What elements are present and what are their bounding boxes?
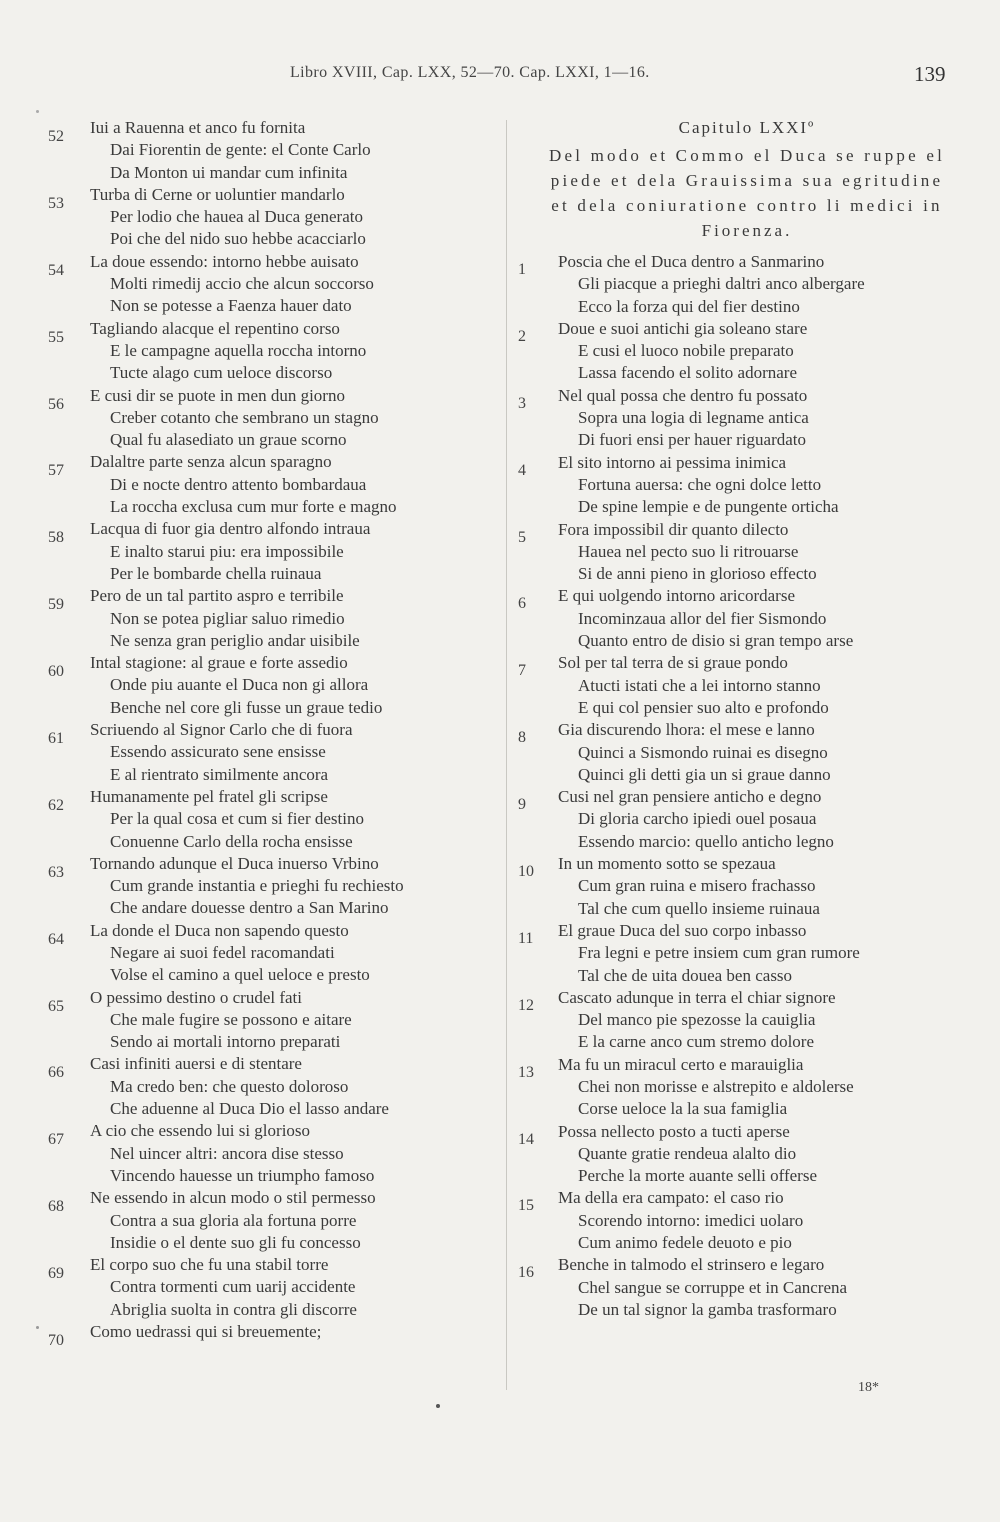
stanza <box>48 117 498 184</box>
stanza <box>48 585 498 652</box>
verse-line: Cusi nel gran pensiere anticho e degno <box>558 787 822 807</box>
verse-line: Che andare douesse dentro a San Marino <box>110 898 389 918</box>
verse-line: Di e nocte dentro attento bombardaua <box>110 474 367 494</box>
stanza-number: 16 <box>518 1264 534 1282</box>
verse-line: Tal che de uita douea ben casso <box>578 965 793 985</box>
stanza-number: 57 <box>48 462 64 480</box>
verse-line: Atucti istati che a lei intorno stanno <box>578 675 821 695</box>
stanza <box>48 1254 498 1321</box>
stanza <box>48 652 498 719</box>
page-number: 139 <box>914 62 946 86</box>
verse-line: Cum gran ruina e misero frachasso <box>578 876 816 896</box>
stanza <box>512 1121 982 1188</box>
verse-line: Doue e suoi antichi gia soleano stare <box>558 318 808 338</box>
verse-line: Nel uincer altri: ancora dise stesso <box>110 1143 344 1163</box>
verse-line: Sendo ai mortali intorno preparati <box>110 1032 341 1052</box>
verse-line: Tagliando alacque el repentino corso <box>90 318 340 338</box>
verse-line: Da Monton ui mandar cum infinita <box>110 162 348 182</box>
verse-line: Como uedrassi qui si breuemente; <box>90 1322 322 1342</box>
stanza <box>512 1054 982 1121</box>
stanza <box>48 184 498 251</box>
verse-line: Gia discurendo lhora: el mese e lanno <box>558 720 815 740</box>
stanza <box>48 1187 498 1254</box>
stanza-number: 1 <box>518 261 526 278</box>
stanza-number: 64 <box>48 930 64 948</box>
stanza <box>512 786 982 853</box>
stanza <box>48 451 498 518</box>
verse-line: Poscia che el Duca dentro a Sanmarino <box>558 252 825 271</box>
verse-line: E cusi dir se puote in men dun giorno <box>90 385 345 405</box>
verse-line: Gli piacque a prieghi daltri anco albergare <box>578 274 865 294</box>
verse-line: E qui uolgendo intorno aricordarse <box>558 586 795 606</box>
verse-line: Qual fu alasediato un graue scorno <box>110 430 347 450</box>
verse-line: Fortuna auersa: che ogni dolce letto <box>578 474 822 494</box>
column-divider <box>506 120 507 1390</box>
verse-line: Perche la morte auante selli offerse <box>578 1166 817 1186</box>
verse-line: Di fuori ensi per hauer riguardato <box>578 430 806 450</box>
stanza-number: 67 <box>48 1131 64 1149</box>
stanza <box>48 251 498 318</box>
verse-line: Hauea nel pecto suo li ritrouarse <box>578 541 799 561</box>
verse-line: Dalaltre parte senza alcun sparagno <box>90 452 332 472</box>
stanza <box>48 719 498 786</box>
verse-line: Per la qual cosa et cum si fier destino <box>110 809 364 829</box>
stanza <box>512 652 982 719</box>
stanza-number: 11 <box>518 929 534 947</box>
stanza <box>512 318 982 385</box>
verse-line: Contra a sua gloria ala fortuna porre <box>110 1210 357 1230</box>
verse-line: Chel sangue se corruppe et in Cancrena <box>578 1277 848 1297</box>
verse-line: Onde piu auante el Duca non gi allora <box>110 675 369 695</box>
signature-mark: 18* <box>858 1380 879 1395</box>
verse-line: Intal stagione: al graue e forte assedio <box>90 653 348 673</box>
stanza <box>512 452 982 519</box>
verse-line: Non se potea pigliar saluo rimedio <box>110 608 345 628</box>
verse-line: Quanto entro de disio si gran tempo arse <box>578 631 854 651</box>
verse-line: Contra tormenti cum uarij accidente <box>110 1277 356 1297</box>
verse-line: El corpo suo che fu una stabil torre <box>90 1255 329 1275</box>
verse-line: De un tal signor la gamba trasformaro <box>578 1299 837 1319</box>
stanza <box>512 719 982 786</box>
stanza-number: 5 <box>518 528 526 546</box>
verse-line: Essendo marcio: quello anticho legno <box>578 831 834 851</box>
verse-line: Che male fugire se possono e aitare <box>110 1009 352 1029</box>
verse-line: Di gloria carcho ipiedi ouel posaua <box>578 809 817 829</box>
stanza <box>48 1053 498 1120</box>
verse-line: Tal che cum quello insieme ruinaua <box>578 898 820 918</box>
verse-line: Benche nel core gli fusse un graue tedio <box>110 697 383 717</box>
verse-line: Humanamente pel fratel gli scripse <box>90 786 328 806</box>
verse-line: Ma credo ben: che questo doloroso <box>110 1076 349 1096</box>
stanza-number: 63 <box>48 863 64 881</box>
left-column <box>48 117 498 1350</box>
chapter-subtitle-line: Del modo et Commo el Duca se ruppe el <box>549 146 945 165</box>
stanza <box>48 987 498 1054</box>
print-speck <box>36 110 39 113</box>
chapter-subtitle-line: piede et dela Grauissima sua egritudine <box>550 171 944 190</box>
chapter-subtitle <box>512 143 982 243</box>
stanza <box>48 385 498 452</box>
verse-line: Negare ai suoi fedel racomandati <box>110 942 335 962</box>
stanza-number: 60 <box>48 663 64 681</box>
verse-line: Insidie o el dente suo gli fu concesso <box>110 1232 361 1252</box>
verse-line: Che aduenne al Duca Dio el lasso andare <box>110 1099 389 1119</box>
verse-line: Ma fu un miracul certo e marauiglia <box>558 1054 804 1074</box>
verse-line: Poi che del nido suo hebbe acacciarlo <box>110 229 366 249</box>
verse-line: Tucte alago cum uelocе discorso <box>110 363 333 383</box>
stanza <box>512 853 982 920</box>
stanza-number: 70 <box>48 1332 64 1350</box>
stanza <box>48 853 498 920</box>
verse-line: Del manco pie spezosse la cauiglia <box>578 1010 816 1030</box>
stanza-number: 13 <box>518 1063 534 1081</box>
verse-line: Dai Fiorentin de gente: el Conte Carlo <box>110 140 371 160</box>
verse-line: A cio che essendo lui si glorioso <box>90 1121 311 1141</box>
stanza-number: 15 <box>518 1197 534 1215</box>
stanza <box>48 920 498 987</box>
stanza-number: 58 <box>48 529 64 547</box>
verse-line: Incominzaua allor del fier Sismondo <box>578 608 827 628</box>
verse-line: El graue Duca del suo corpo inbasso <box>558 920 807 940</box>
stanza-number: 12 <box>518 996 534 1014</box>
verse-line: La doue essendo: intorno hebbe auisato <box>90 251 359 271</box>
chapter-title: Capitulo LXXIº <box>678 118 816 137</box>
verse-line: E la carne anco cum stremo dolore <box>578 1032 815 1052</box>
stanza <box>512 251 982 318</box>
verse-line: La roccha exclusa cum mur forte e magno <box>110 497 397 517</box>
verse-line: Pero de un tal partito aspro e terribile <box>90 586 344 606</box>
stanza <box>48 1321 498 1350</box>
verse-line: Sol per tal terra de si graue pondo <box>558 653 788 673</box>
stanza-number: 56 <box>48 395 64 413</box>
verse-line: Quinci gli detti gia un si graue danno <box>578 764 831 784</box>
verse-line: Ecco la forza qui del fier destino <box>578 296 800 316</box>
verse-line: Ma della era campato: el caso rio <box>558 1188 784 1208</box>
verse-line: Vincendo hauesse un triumpho famoso <box>110 1165 375 1185</box>
verse-line: El sito intorno ai pessima inimica <box>558 452 787 472</box>
verse-line: Benche in talmodo el strinsero e legaro <box>558 1255 825 1275</box>
stanza <box>512 920 982 987</box>
verse-line: E qui col pensier suo alto e profondo <box>578 697 829 717</box>
chapter-subtitle-line: Fiorenza. <box>701 221 793 240</box>
stanza-number: 66 <box>48 1064 64 1082</box>
stanza-number: 2 <box>518 327 526 345</box>
running-header: Libro XVIII, Cap. LXX, 52—70. Cap. LXXI, 1—16. <box>290 64 650 81</box>
stanza-number: 4 <box>518 461 526 479</box>
stanza-number: 52 <box>48 128 64 145</box>
verse-line: Quante gratie rendeua alalto dio <box>578 1143 797 1163</box>
verse-line: Per le bombarde chella ruinaua <box>110 563 322 583</box>
stanza-number: 61 <box>48 730 64 748</box>
stanza-number: 68 <box>48 1198 64 1216</box>
verse-line: Cascato adunque in terra el chiar signore <box>558 987 836 1007</box>
stanza <box>48 318 498 385</box>
right-column <box>512 117 982 1321</box>
stanza-number: 69 <box>48 1265 64 1283</box>
verse-line: Fora impossibil dir quanto dilecto <box>558 519 789 539</box>
verse-line: O pessimo destino o crudel fati <box>90 987 302 1007</box>
stanza <box>512 585 982 652</box>
stanza <box>48 786 498 853</box>
stanza <box>512 1254 982 1321</box>
verse-line: Casi infiniti auersi e di stentare <box>90 1054 302 1074</box>
verse-line: Scriuendo al Signor Carlo che di fuora <box>90 720 353 740</box>
stanza-number: 65 <box>48 997 64 1015</box>
verse-line: Chei non morisse e alstrepito e aldolerse <box>578 1076 854 1096</box>
print-speck <box>36 1326 39 1329</box>
verse-line: In un momento sotto se spezaua <box>558 854 776 874</box>
stanza <box>48 518 498 585</box>
verse-line: Si de anni pieno in glorioso effecto <box>578 564 817 584</box>
verse-line: E inalto starui piu: era impossibile <box>110 541 344 561</box>
stanza-number: 6 <box>518 595 526 613</box>
stanza-number: 7 <box>518 662 526 680</box>
stanza-number: 14 <box>518 1130 534 1148</box>
verse-line: Creber cotanto che sembrano un stagno <box>110 407 379 427</box>
verse-line: Ne senza gran periglio andar uisibile <box>110 630 360 650</box>
verse-line: Essendo assicurato sene ensisse <box>110 742 326 762</box>
stanza <box>512 385 982 452</box>
print-speck <box>436 1404 440 1408</box>
stanza <box>48 1120 498 1187</box>
verse-line: Abriglia suolta in contra gli discorre <box>110 1299 357 1319</box>
stanza-number: 8 <box>518 729 526 747</box>
verse-line: Possa nellecto posto a tucti aperse <box>558 1121 790 1141</box>
verse-line: Quinci a Sismondo ruinai es disegno <box>578 742 828 762</box>
stanza <box>512 519 982 586</box>
verse-line: Ne essendo in alcun modo o stil permesso <box>90 1188 376 1208</box>
stanza-number: 54 <box>48 261 64 279</box>
stanza-number: 9 <box>518 796 526 814</box>
stanza-number: 59 <box>48 596 64 614</box>
stanza-number: 3 <box>518 394 526 412</box>
stanza-number: 55 <box>48 328 64 346</box>
verse-line: Lassa facendo el solito adornare <box>578 363 798 383</box>
verse-line: Corse ueloce la la sua famiglia <box>578 1099 788 1119</box>
stanza <box>512 1187 982 1254</box>
verse-line: De spine lempie e de pungente orticha <box>578 497 839 517</box>
verse-line: Sopra una logia di legname antica <box>578 408 809 428</box>
stanza-number: 62 <box>48 796 64 814</box>
stanza-number: 53 <box>48 194 64 212</box>
verse-line: Molti rimedij accio che alcun soccorso <box>110 274 374 294</box>
verse-line: La donde el Duca non sapendo questo <box>90 920 349 940</box>
verse-line: E le campagne aquella roccha intorno <box>110 340 367 360</box>
verse-line: Iui a Rauenna et anco fu fornita <box>90 118 306 137</box>
verse-line: Lacqua di fuor gia dentro alfondo intraua <box>90 519 371 539</box>
verse-line: Fra legni e petre insiem cum gran rumore <box>578 943 860 963</box>
verse-line: Cum grande instantia e prieghi fu rechiesto <box>110 876 404 896</box>
chapter-subtitle-line: et dela coniuratione contro li medici in <box>551 196 943 215</box>
verse-line: Nel qual possa che dentro fu possato <box>558 385 808 405</box>
right-stanzas <box>512 251 982 1321</box>
verse-line: Cum animo fedele deuoto e pio <box>578 1233 792 1253</box>
verse-line: E al rientrato similmente ancora <box>110 764 329 784</box>
verse-line: Tornando adunque el Duca inuerso Vrbino <box>90 853 379 873</box>
verse-line: Scorendo intorno: imedici uolaro <box>578 1210 804 1230</box>
verse-line: Volse el camino a quel ueloce e presto <box>110 965 370 985</box>
stanza <box>512 987 982 1054</box>
verse-line: Conuenne Carlo della rocha ensisse <box>110 831 353 851</box>
verse-line: Per lodio che hauea al Duca generato <box>110 207 363 227</box>
stanza-number: 10 <box>518 863 534 881</box>
verse-line: Turba di Cerne or uoluntier mandarlo <box>90 184 345 204</box>
verse-line: E cusi el luoco nobile preparato <box>578 341 794 361</box>
verse-line: Non se potesse a Faenza hauer dato <box>110 296 352 316</box>
